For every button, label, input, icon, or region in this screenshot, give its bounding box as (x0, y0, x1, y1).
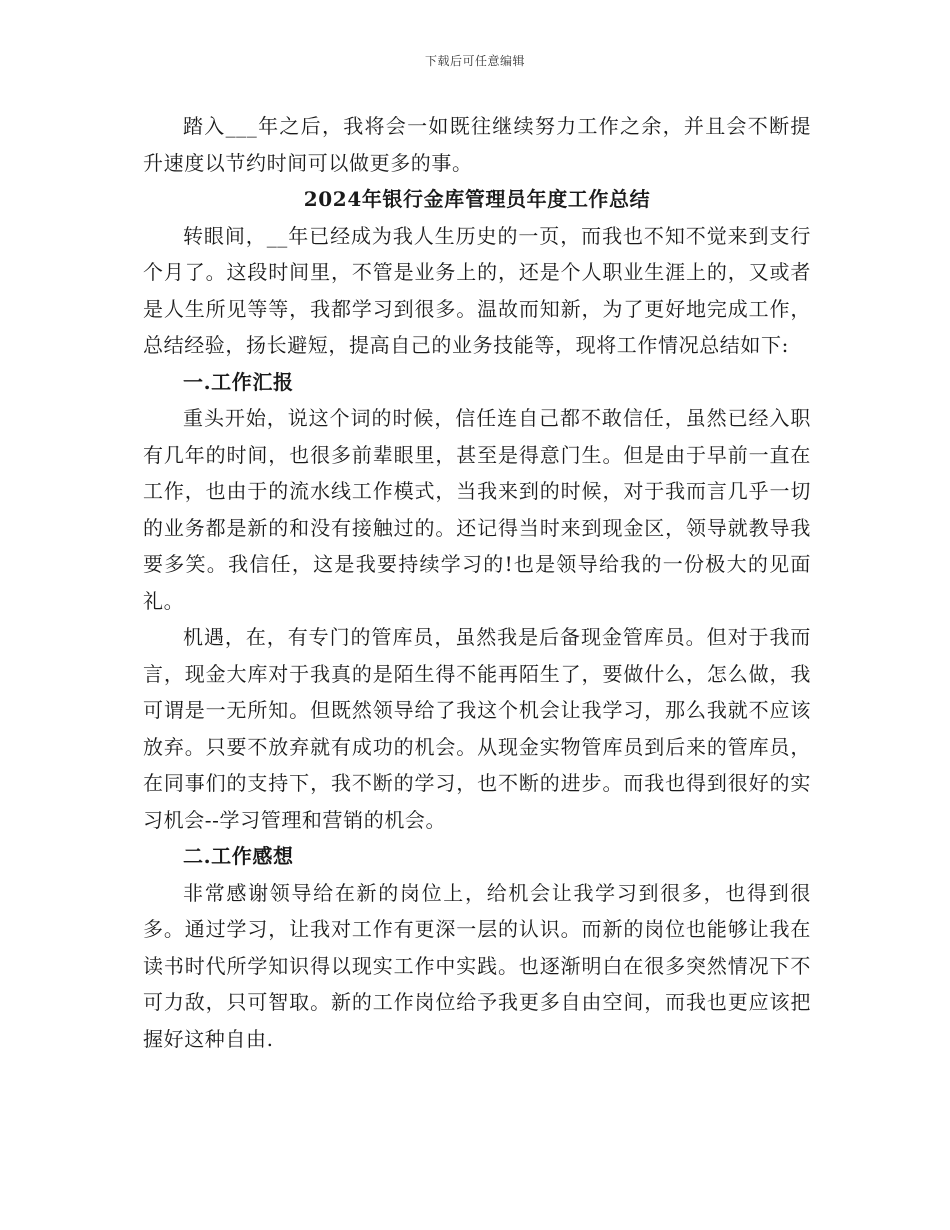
paragraph-2: 重头开始，说这个词的时候，信任连自己都不敢信任，虽然已经入职有几年的时间，也很多前辈眼里，甚至是得意门生。但是由于早前一直在工作，也由于的流水线工作模式，当我来到的时候，对于我而言几乎一切的业务都是新的和没有接触过的。还记得当时来到现金区，领导就教导我要多笑。我信任，这是我要持续学习的!也是领导给我的一份极大的见面礼。 (143, 406, 811, 613)
section-1-heading: 一.工作汇报 (183, 369, 294, 394)
paragraph-3: 机遇，在，有专门的管库员，虽然我是后备现金管库员。但对于我而言，现金大库对于我真的是陌生得不能再陌生了，要做什么，怎么做，我可谓是一无所知。但既然领导给了我这个机会让我学习，那么我就不应该放弃。只要不放弃就有成功的机会。从现金实物管库员到后来的管库员，在同事们的支持下，我不断的学习，也不断的进步。而我也得到很好的实习机会--学习管理和营销的机会。 (143, 625, 811, 832)
intro-paragraph: 踏入___年之后，我将会一如既往继续努力工作之余，并且会不断提升速度以节约时间可以做更多的事。 (143, 114, 811, 175)
section-2-heading: 二.工作感想 (183, 844, 294, 868)
document-body (143, 108, 811, 1057)
paragraph-4: 非常感谢领导给在新的岗位上，给机会让我学习到很多，也得到很多。通过学习，让我对工作有更深一层的认识。而新的岗位也能够让我在读书时代所学知识得以现实工作中实践。也逐渐明白在很多突然情况下不可力敌，只可智取。新的工作岗位给予我更多自由空间，而我也更应该把握好这种自由. (143, 880, 811, 1051)
document-title: 2024年银行金库管理员年度工作总结 (303, 187, 651, 211)
paragraph-1: 转眼间，__年已经成为我人生历史的一页，而我也不知不觉来到支行个月了。这段时间里，不管是业务上的，还是个人职业生涯上的，又或者是人生所见等等，我都学习到很多。温故而知新，为了更好地完成工作，总结经验，扬长避短，提高自己的业务技能等，现将工作情况总结如下: (143, 223, 811, 357)
header-note: 下载后可任意编辑 (424, 54, 525, 68)
